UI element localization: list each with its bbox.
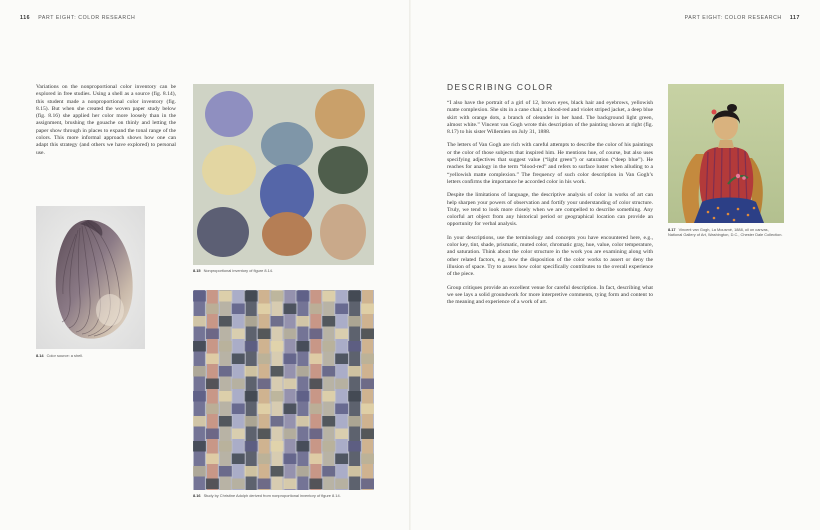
- weave-weft-cell: [271, 391, 284, 402]
- right-body-text: [447, 100, 653, 312]
- weave-weft-cell: [284, 404, 297, 415]
- weave-weft-cell: [206, 329, 219, 340]
- weave-weft-cell: [361, 379, 374, 390]
- weave-weft-cell: [348, 466, 361, 477]
- weave-weft-cell: [232, 454, 245, 465]
- shell-caption: [36, 354, 145, 359]
- woven-paper-image: [193, 290, 374, 490]
- weave-weft-cell: [193, 466, 206, 477]
- weave-weft-cell: [193, 341, 206, 352]
- weave-weft-cell: [258, 379, 271, 390]
- weave-weft-cell: [271, 466, 284, 477]
- weave-weft-cell: [322, 441, 335, 452]
- woven-paper-caption-text: Study by Christine Adolph derived from nonproportional inventory of figure 8.14.: [203, 493, 341, 498]
- weave-weft-cell: [309, 479, 322, 490]
- section-heading: DESCRIBING COLOR: [447, 82, 554, 92]
- weave-weft-cell: [284, 304, 297, 315]
- weave-weft-cell: [284, 479, 297, 490]
- weave-weft-cell: [245, 391, 258, 402]
- weave-weft-cell: [232, 304, 245, 315]
- running-head-left: [14, 15, 135, 21]
- weave-weft-cell: [271, 291, 284, 302]
- weave-weft-cell: [232, 429, 245, 440]
- weave-weft-cell: [193, 416, 206, 427]
- page-number-left: 116: [20, 15, 31, 21]
- weave-weft-cell: [322, 466, 335, 477]
- van-gogh-caption: [668, 228, 784, 238]
- weave-weft-cell: [271, 441, 284, 452]
- weave-weft-cell: [284, 454, 297, 465]
- weave-weft-cell: [219, 341, 232, 352]
- right-paragraph-5: Group critiques provide an excellent venue for careful description. In fact, describing what we see lays a solid groundwork for more interpretive comments, tying form and content to the meaning and experience of a work of art.: [447, 284, 653, 306]
- woven-paper-figure: [193, 290, 374, 490]
- weave-weft-cell: [193, 391, 206, 402]
- weave-weft-cell: [335, 479, 348, 490]
- weave-weft-cell: [245, 441, 258, 452]
- weave-weft-cell: [335, 304, 348, 315]
- page-number-right: 117: [789, 15, 800, 21]
- weave-weft-cell: [206, 479, 219, 490]
- weave-weft-cell: [361, 354, 374, 365]
- weave-weft-cell: [322, 341, 335, 352]
- weave-weft-cell: [335, 429, 348, 440]
- left-paragraph: Variations on the nonproportional color inventory can be explored in free studies. Using a shell as a source (fig. 8.14), this student made a nonproportional color inventory (fig. 8.15). But when she created the woven paper study below (fig. 8.16) she applied her color more loosely than in the assignment, brushing the gouache on thinly and letting the paper show through in places to expand the tonal range of the colors. This more informal approach shows how one can adapt this strategy (and others we have explored) to personal use.: [36, 84, 176, 156]
- weave-weft-cell: [309, 379, 322, 390]
- color-inventory-caption-text: Nonproportional inventory of figure 8.14.: [203, 268, 274, 273]
- weave-weft-cell: [206, 404, 219, 415]
- weave-weft-cell: [206, 379, 219, 390]
- weave-weft-cell: [206, 354, 219, 365]
- running-head-right: [685, 15, 806, 21]
- weave-weft-cell: [361, 479, 374, 490]
- weave-weft-cell: [335, 454, 348, 465]
- weave-weft-cell: [322, 391, 335, 402]
- right-paragraph-4: In your descriptions, use the terminology and concepts you have encountered here, e.g., color key, tint, shade, prismatic, muted color, chromatic gray, hue, value, color temperature, and saturation. Think about the color structure in the work you are examining along with other related factors, e.g. how the disposition of the color works to assert or deny the illusion of space. Try to assess how color specifically contributes to the overall experience of the piece.: [447, 234, 653, 278]
- weave-weft-cell: [284, 429, 297, 440]
- weave-weft-cell: [193, 441, 206, 452]
- woven-paper-caption: [193, 494, 393, 499]
- weave-weft-cell: [206, 304, 219, 315]
- weave-weft-cell: [284, 329, 297, 340]
- weave-weft-cell: [193, 291, 206, 302]
- weave-weft-cell: [206, 454, 219, 465]
- shell-figure: [36, 206, 145, 349]
- weave-weft-cell: [335, 404, 348, 415]
- shell-caption-number: 8.14: [36, 353, 44, 358]
- weave-weft-cell: [219, 441, 232, 452]
- weave-weft-cell: [296, 466, 309, 477]
- book-gutter: [409, 0, 411, 530]
- weave-weft-cell: [271, 366, 284, 377]
- weave-weft-cell: [361, 429, 374, 440]
- weave-weft-cell: [309, 304, 322, 315]
- weave-weft-cell: [258, 479, 271, 490]
- weave-weft-cell: [258, 329, 271, 340]
- shell-caption-text: Color source: a shell.: [46, 353, 84, 358]
- weave-weft-cell: [271, 316, 284, 327]
- weave-weft-cell: [309, 329, 322, 340]
- weave-weft-cell: [361, 404, 374, 415]
- weave-weft-cell: [296, 341, 309, 352]
- right-paragraph-1: “I also have the portrait of a girl of 12, brown eyes, black hair and eyebrows, yellowish matte complexion. She sits in a cane chair, a blood-red and violet striped jacket, a deep blue skirt with orange dots, a branch of oleander in her hand. The background light green, almost white.” Vincent van Gogh wrote this description of the painting shown at right (fig. 8.17) to his sister Willemien on July 31, 1888.: [447, 100, 653, 136]
- weave-weft-cell: [361, 329, 374, 340]
- weave-weft-cell: [335, 379, 348, 390]
- weave-weft-cell: [322, 366, 335, 377]
- weave-weft-cell: [348, 391, 361, 402]
- weave-weft-cell: [348, 416, 361, 427]
- weave-weft-cell: [245, 416, 258, 427]
- weave-weft-cell: [309, 404, 322, 415]
- weave-weft-cell: [219, 466, 232, 477]
- weave-weft-cell: [335, 354, 348, 365]
- weave-weft-cell: [296, 391, 309, 402]
- weave-weft-cell: [271, 416, 284, 427]
- right-paragraph-3: Despite the limitations of language, the descriptive analysis of color in works of art can help sharpen your powers of observation and fortify your understanding of color structure. Truly, we tend to look more closely when we are compelled to describe something. Any colorful art object from any historical period or geographical location can provide an opportunity for verbal analysis.: [447, 192, 653, 228]
- weave-weft-cell: [232, 329, 245, 340]
- color-inventory-figure: [193, 84, 374, 265]
- van-gogh-portrait-figure: [668, 84, 784, 223]
- running-head-right-title: PART EIGHT: COLOR RESEARCH: [684, 15, 782, 21]
- weave-weft-cell: [296, 416, 309, 427]
- weave-weft-cell: [258, 404, 271, 415]
- weave-weft-cell: [219, 391, 232, 402]
- color-inventory-caption-number: 8.15: [193, 268, 201, 273]
- right-paragraph-2: The letters of Van Gogh are rich with careful attempts to describe the color of his paintings or the color of those subjects that inspired him. He mentions hue, of course, but also uses specifying adjectives that suggest value (“light green”) or saturation (“deep blue”). He reaches for analogy in the term “blood-red” and refers to surface luster when alluding to a “yellowish matte complexion.” The frequency of such color description in Van Gogh’s letters confirms the importance he accorded color in his work.: [447, 142, 653, 185]
- weave-weft-cell: [348, 291, 361, 302]
- weave-weft-cell: [309, 454, 322, 465]
- weave-weft-cell: [348, 441, 361, 452]
- weave-weft-cell: [322, 416, 335, 427]
- van-gogh-caption-text: Vincent van Gogh, La Mousmé, 1888, oil on canvas, National Gallery of Art, Washington, D.C., Chester Dale Collection.: [668, 227, 783, 237]
- weave-weft-cell: [232, 404, 245, 415]
- van-gogh-portrait-image: [668, 84, 784, 223]
- weave-weft-cell: [361, 304, 374, 315]
- weave-weft-cell: [219, 316, 232, 327]
- weave-weft-cell: [258, 454, 271, 465]
- weave-weft-cell: [258, 304, 271, 315]
- weave-weft-cell: [309, 429, 322, 440]
- weave-weft-cell: [335, 329, 348, 340]
- weave-weft-cell: [361, 454, 374, 465]
- weave-weft-cell: [348, 366, 361, 377]
- weave-weft-cell: [219, 366, 232, 377]
- weave-weft-cell: [258, 429, 271, 440]
- van-gogh-caption-number: 8.17: [668, 227, 676, 232]
- weave-weft-cell: [232, 479, 245, 490]
- weave-weft-cell: [245, 366, 258, 377]
- shell-image: [36, 206, 145, 349]
- left-body-text: [36, 84, 176, 163]
- weave-weft-cell: [245, 291, 258, 302]
- weave-weft-cell: [193, 366, 206, 377]
- weave-weft-cell: [296, 316, 309, 327]
- weave-weft-cell: [309, 354, 322, 365]
- weave-weft-cell: [271, 341, 284, 352]
- weave-weft-cell: [322, 316, 335, 327]
- weave-weft-cell: [193, 316, 206, 327]
- weave-weft-cell: [348, 341, 361, 352]
- weave-weft-cell: [245, 466, 258, 477]
- weave-weft-cell: [219, 416, 232, 427]
- weave-weft-cell: [232, 354, 245, 365]
- color-inventory-caption: [193, 269, 374, 274]
- weave-weft-cell: [322, 291, 335, 302]
- weave-weft-cell: [296, 441, 309, 452]
- weave-weft-cell: [232, 379, 245, 390]
- weave-weft-cell: [348, 316, 361, 327]
- weave-weft-cell: [296, 366, 309, 377]
- weave-weft-cell: [296, 291, 309, 302]
- weave-weft-cell: [206, 429, 219, 440]
- weave-weft-cell: [258, 354, 271, 365]
- running-head-left-title: PART EIGHT: COLOR RESEARCH: [38, 15, 136, 21]
- weave-weft-cell: [284, 354, 297, 365]
- weave-weft-cell: [245, 341, 258, 352]
- weave-weft-cell: [284, 379, 297, 390]
- weave-weft-cell: [219, 291, 232, 302]
- woven-paper-caption-number: 8.16: [193, 493, 201, 498]
- color-inventory-image: [193, 84, 374, 265]
- weave-weft-cell: [245, 316, 258, 327]
